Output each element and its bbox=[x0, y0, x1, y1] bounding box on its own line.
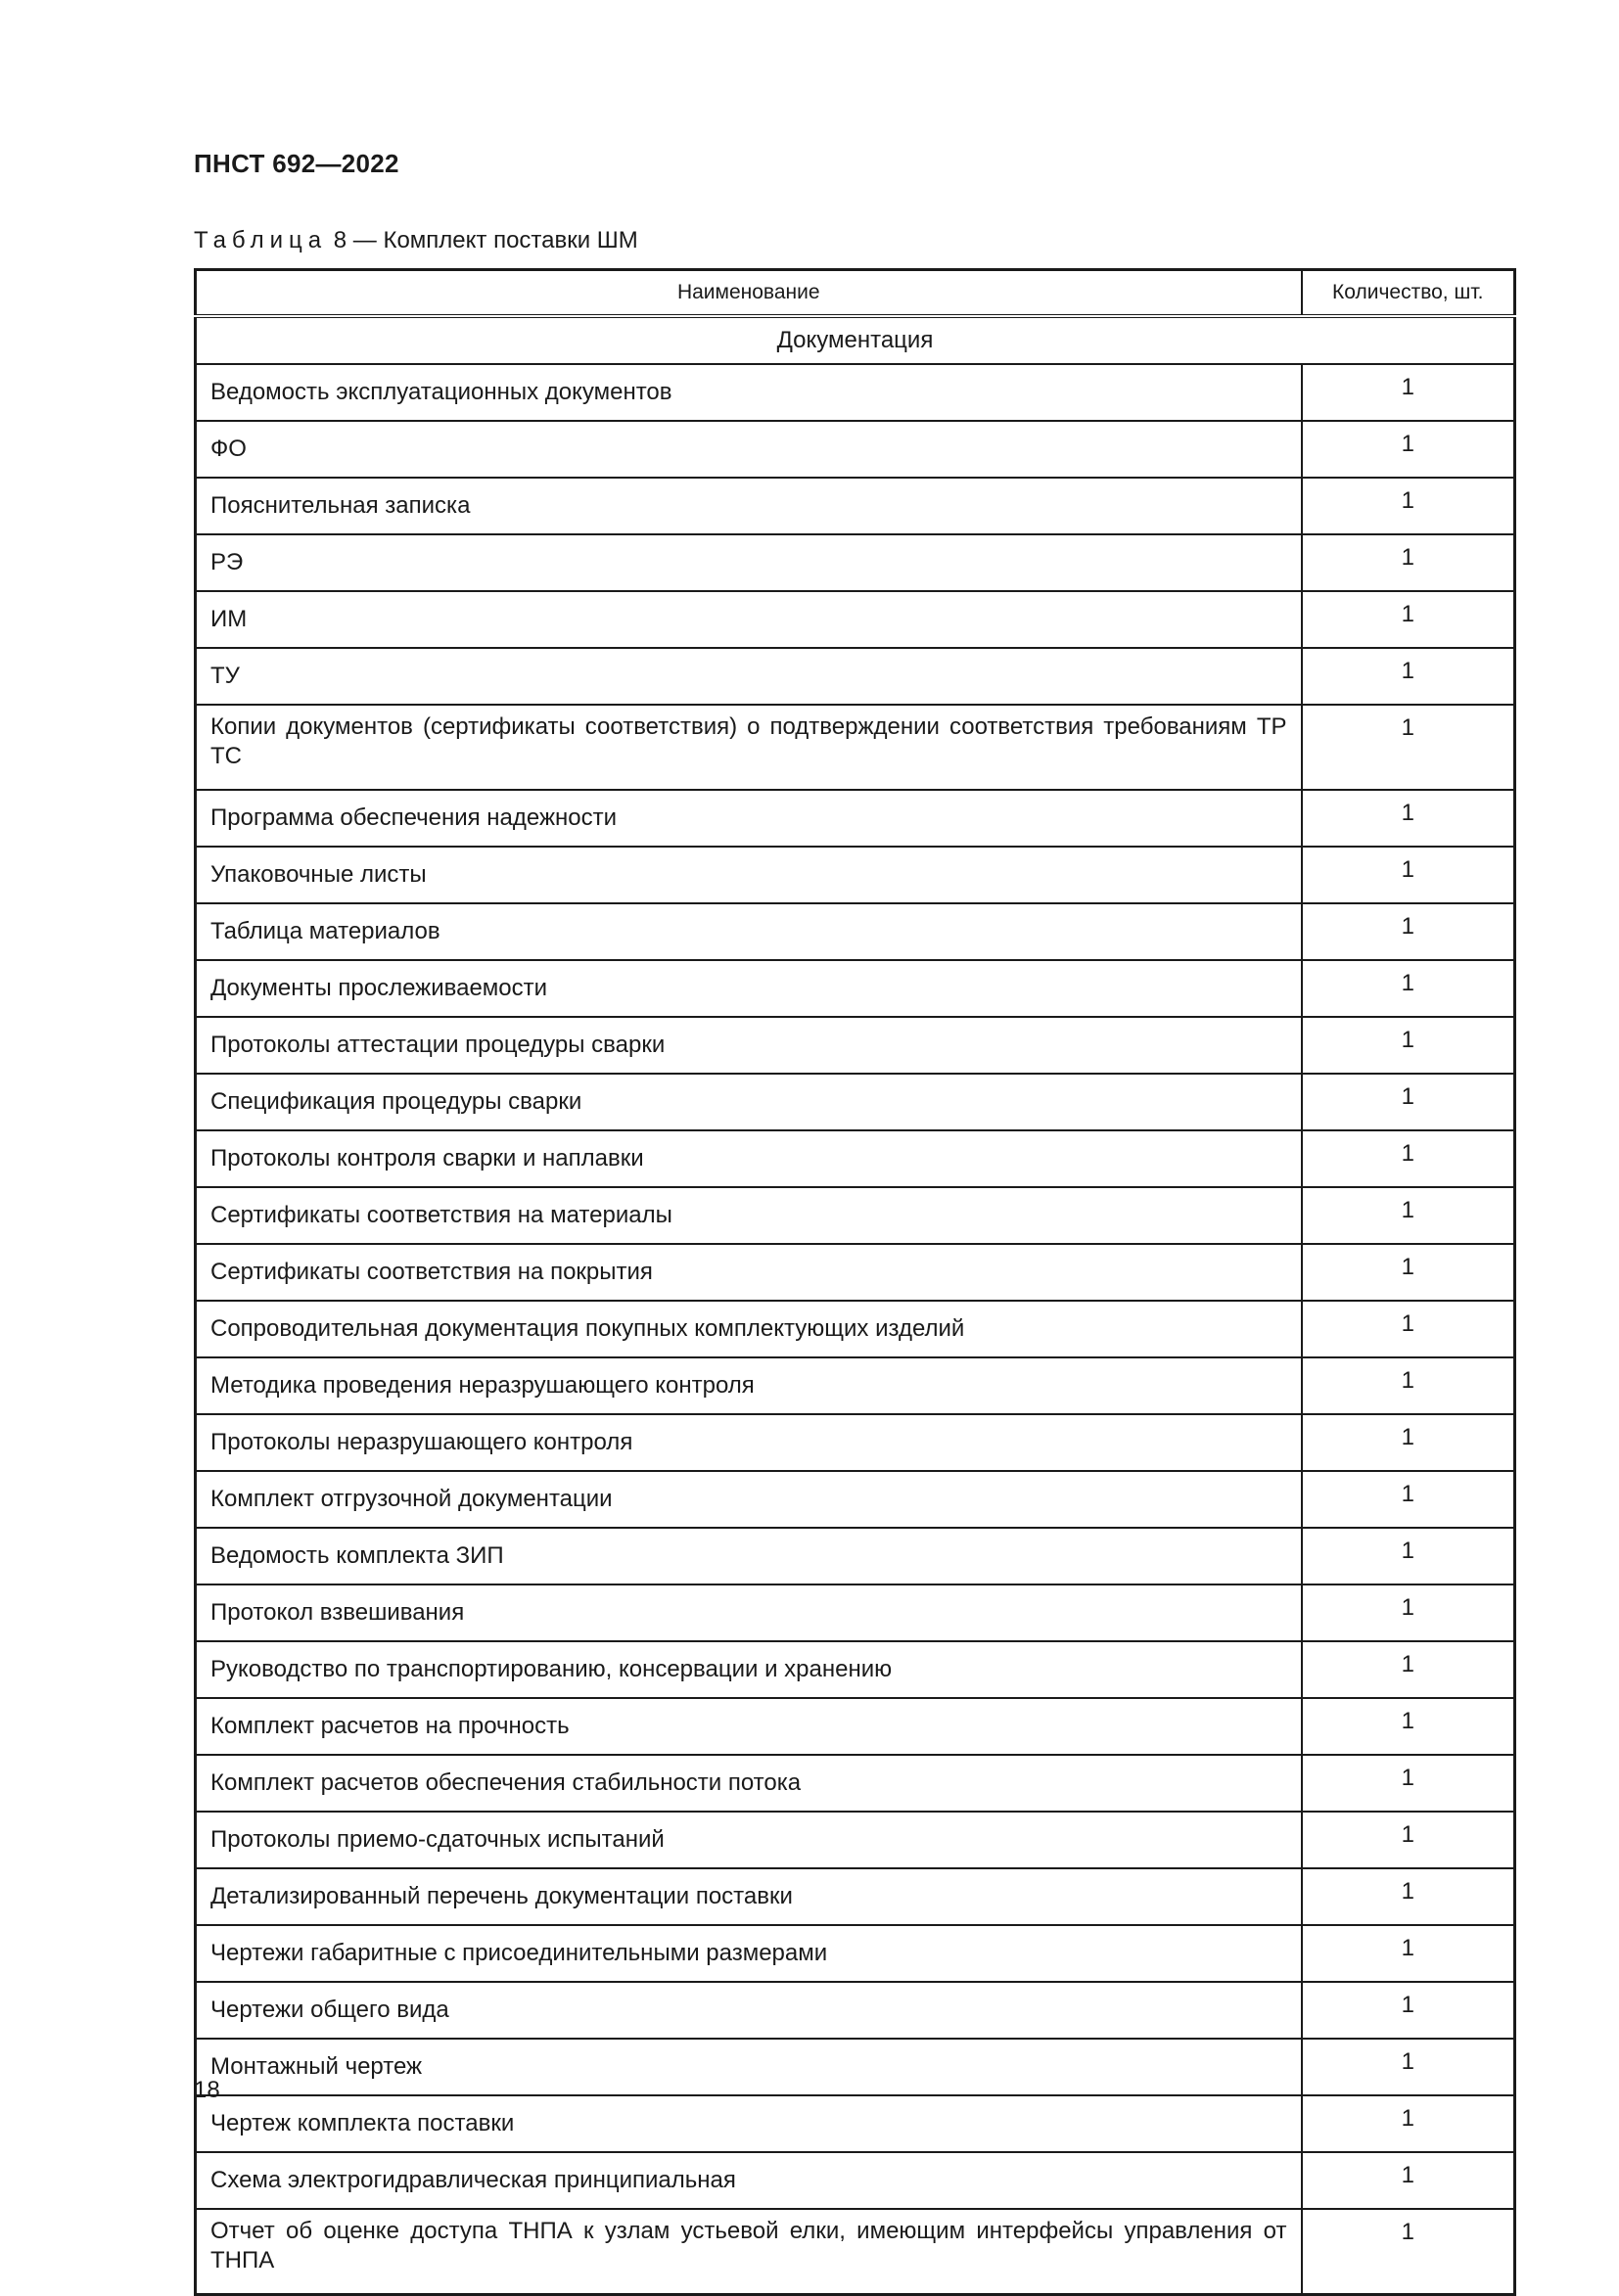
item-name: Комплект расчетов на прочность bbox=[196, 1698, 1302, 1755]
table-row bbox=[196, 1755, 1515, 1812]
table-header-row bbox=[196, 270, 1515, 317]
item-quantity: 1 bbox=[1302, 1584, 1515, 1641]
document-code: ПНСТ 692—2022 bbox=[194, 149, 399, 178]
item-quantity: 1 bbox=[1302, 421, 1515, 478]
table-row bbox=[196, 364, 1515, 421]
item-quantity: 1 bbox=[1302, 1698, 1515, 1755]
table-row bbox=[196, 1698, 1515, 1755]
item-quantity: 1 bbox=[1302, 790, 1515, 847]
item-quantity: 1 bbox=[1302, 364, 1515, 421]
item-name: Чертеж комплекта поставки bbox=[196, 2095, 1302, 2152]
table-row bbox=[196, 534, 1515, 591]
table-row bbox=[196, 1301, 1515, 1357]
item-quantity: 1 bbox=[1302, 1017, 1515, 1074]
item-name: Ведомость эксплуатационных документов bbox=[196, 364, 1302, 421]
item-name: Отчет об оценке доступа ТНПА к узлам устьевой елки, имеющим интерфейсы управления от ТНПА bbox=[196, 2209, 1302, 2295]
table-row bbox=[196, 1641, 1515, 1698]
item-name: Методика проведения неразрушающего контроля bbox=[196, 1357, 1302, 1414]
item-quantity: 1 bbox=[1302, 1301, 1515, 1357]
item-name: Протоколы аттестации процедуры сварки bbox=[196, 1017, 1302, 1074]
table-row bbox=[196, 478, 1515, 534]
item-quantity: 1 bbox=[1302, 705, 1515, 790]
table-row bbox=[196, 903, 1515, 960]
table-row bbox=[196, 1925, 1515, 1982]
item-quantity: 1 bbox=[1302, 1244, 1515, 1301]
item-name: Руководство по транспортированию, консервации и хранению bbox=[196, 1641, 1302, 1698]
column-header-name: Наименование bbox=[196, 270, 1302, 317]
item-quantity: 1 bbox=[1302, 903, 1515, 960]
table-row bbox=[196, 1414, 1515, 1471]
item-name: Протоколы контроля сварки и наплавки bbox=[196, 1130, 1302, 1187]
item-quantity: 1 bbox=[1302, 1471, 1515, 1528]
table-row bbox=[196, 421, 1515, 478]
table-row bbox=[196, 790, 1515, 847]
item-name: Чертежи общего вида bbox=[196, 1982, 1302, 2039]
table-row bbox=[196, 2152, 1515, 2209]
item-quantity: 1 bbox=[1302, 1982, 1515, 2039]
item-quantity: 1 bbox=[1302, 1414, 1515, 1471]
item-name: ТУ bbox=[196, 648, 1302, 705]
table-row bbox=[196, 847, 1515, 903]
item-quantity: 1 bbox=[1302, 1187, 1515, 1244]
table-row bbox=[196, 1357, 1515, 1414]
item-name: Сопроводительная документация покупных комплектующих изделий bbox=[196, 1301, 1302, 1357]
table-caption-prefix: Таблица bbox=[194, 227, 328, 253]
table-row bbox=[196, 1017, 1515, 1074]
item-name: РЭ bbox=[196, 534, 1302, 591]
table-row bbox=[196, 1074, 1515, 1130]
table-row bbox=[196, 1868, 1515, 1925]
item-name: Чертежи габаритные с присоединительными размерами bbox=[196, 1925, 1302, 1982]
item-name: Сертификаты соответствия на материалы bbox=[196, 1187, 1302, 1244]
item-name: Схема электрогидравлическая принципиальная bbox=[196, 2152, 1302, 2209]
item-name: Копии документов (сертификаты соответствия) о подтверждении соответствия требованиям ТР ТС bbox=[196, 705, 1302, 790]
item-name: Протокол взвешивания bbox=[196, 1584, 1302, 1641]
item-quantity: 1 bbox=[1302, 1074, 1515, 1130]
item-quantity: 1 bbox=[1302, 1868, 1515, 1925]
item-name: Монтажный чертеж bbox=[196, 2039, 1302, 2095]
item-name: Сертификаты соответствия на покрытия bbox=[196, 1244, 1302, 1301]
table-row bbox=[196, 1812, 1515, 1868]
table-row bbox=[196, 2209, 1515, 2295]
item-name: Детализированный перечень документации поставки bbox=[196, 1868, 1302, 1925]
item-quantity: 1 bbox=[1302, 1357, 1515, 1414]
table-row bbox=[196, 1244, 1515, 1301]
item-quantity: 1 bbox=[1302, 591, 1515, 648]
column-header-quantity: Количество, шт. bbox=[1302, 270, 1515, 317]
item-name: ИМ bbox=[196, 591, 1302, 648]
table-row bbox=[196, 2095, 1515, 2152]
item-name: ФО bbox=[196, 421, 1302, 478]
delivery-set-table bbox=[194, 268, 1516, 2296]
table-row bbox=[196, 1130, 1515, 1187]
item-name: Документы прослеживаемости bbox=[196, 960, 1302, 1017]
item-quantity: 1 bbox=[1302, 1528, 1515, 1584]
table-row bbox=[196, 2039, 1515, 2095]
item-name: Программа обеспечения надежности bbox=[196, 790, 1302, 847]
table-row bbox=[196, 705, 1515, 790]
table-row bbox=[196, 1584, 1515, 1641]
item-name: Упаковочные листы bbox=[196, 847, 1302, 903]
section-row bbox=[196, 316, 1515, 364]
item-name: Комплект отгрузочной документации bbox=[196, 1471, 1302, 1528]
item-name: Протоколы неразрушающего контроля bbox=[196, 1414, 1302, 1471]
item-quantity: 1 bbox=[1302, 1755, 1515, 1812]
item-name: Ведомость комплекта ЗИП bbox=[196, 1528, 1302, 1584]
item-quantity: 1 bbox=[1302, 1812, 1515, 1868]
table-caption bbox=[194, 227, 638, 254]
item-name: Протоколы приемо-сдаточных испытаний bbox=[196, 1812, 1302, 1868]
item-name: Спецификация процедуры сварки bbox=[196, 1074, 1302, 1130]
item-quantity: 1 bbox=[1302, 960, 1515, 1017]
item-name: Комплект расчетов обеспечения стабильности потока bbox=[196, 1755, 1302, 1812]
item-quantity: 1 bbox=[1302, 847, 1515, 903]
item-name: Пояснительная записка bbox=[196, 478, 1302, 534]
table-row bbox=[196, 591, 1515, 648]
table-row bbox=[196, 1471, 1515, 1528]
item-quantity: 1 bbox=[1302, 478, 1515, 534]
item-quantity: 1 bbox=[1302, 1641, 1515, 1698]
table-row bbox=[196, 648, 1515, 705]
table-row bbox=[196, 1528, 1515, 1584]
item-quantity: 1 bbox=[1302, 2095, 1515, 2152]
item-quantity: 1 bbox=[1302, 534, 1515, 591]
item-quantity: 1 bbox=[1302, 648, 1515, 705]
table-row bbox=[196, 1982, 1515, 2039]
page-number: 18 bbox=[194, 2077, 220, 2103]
item-quantity: 1 bbox=[1302, 1130, 1515, 1187]
table-row bbox=[196, 1187, 1515, 1244]
item-quantity: 1 bbox=[1302, 1925, 1515, 1982]
item-quantity: 1 bbox=[1302, 2152, 1515, 2209]
item-name: Таблица материалов bbox=[196, 903, 1302, 960]
section-title: Документация bbox=[196, 316, 1515, 364]
item-quantity: 1 bbox=[1302, 2209, 1515, 2295]
table-row bbox=[196, 960, 1515, 1017]
item-quantity: 1 bbox=[1302, 2039, 1515, 2095]
table-caption-text: 8 — Комплект поставки ШМ bbox=[333, 227, 638, 253]
